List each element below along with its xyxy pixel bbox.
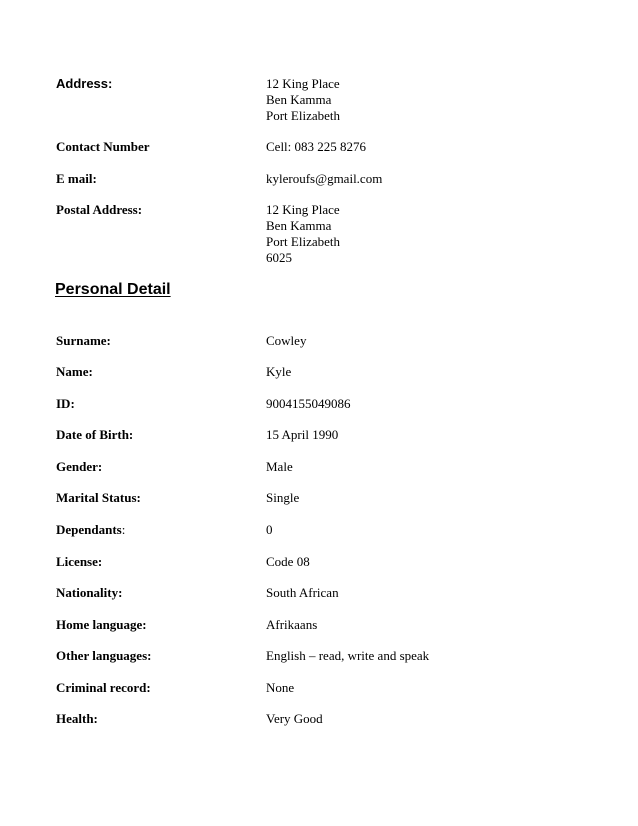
field-label: Name:	[56, 364, 93, 379]
field-value: Code 08	[266, 554, 310, 569]
field-label: Gender:	[56, 459, 103, 474]
postal-address-line: Ben Kamma	[266, 218, 332, 233]
email-value: kyleroufs@gmail.com	[266, 171, 383, 186]
contact-number-label: Contact Number	[56, 139, 150, 154]
field-value: South African	[266, 585, 339, 600]
field-label-text: Dependants	[56, 522, 122, 537]
address-value	[266, 76, 340, 124]
postal-address-label: Postal Address:	[56, 202, 143, 217]
field-label: ID:	[56, 396, 75, 411]
field-label: Health:	[56, 711, 98, 726]
postal-address-line: 6025	[266, 250, 292, 265]
field-label: Other languages:	[56, 648, 152, 663]
field-label	[56, 522, 125, 538]
field-value: 9004155049086	[266, 396, 351, 411]
field-value: Very Good	[266, 711, 323, 726]
email-label: E mail:	[56, 171, 97, 186]
address-line: 12 King Place	[266, 76, 340, 91]
postal-address-line: 12 King Place	[266, 202, 340, 217]
postal-address-value	[266, 202, 340, 266]
field-value: Cowley	[266, 333, 307, 348]
field-label: Date of Birth:	[56, 427, 134, 442]
field-label: Nationality:	[56, 585, 123, 600]
field-label: Criminal record:	[56, 680, 151, 695]
field-label: License:	[56, 554, 103, 569]
address-label: Address:	[56, 76, 113, 91]
field-label: Marital Status:	[56, 490, 141, 505]
field-label: Surname:	[56, 333, 111, 348]
field-value: Single	[266, 490, 300, 505]
field-value: Kyle	[266, 364, 292, 379]
field-value: English – read, write and speak	[266, 648, 430, 663]
field-value: None	[266, 680, 295, 695]
postal-address-line: Port Elizabeth	[266, 234, 341, 249]
field-value: 0	[266, 522, 273, 537]
field-value: Male	[266, 459, 293, 474]
address-line: Ben Kamma	[266, 92, 332, 107]
section-heading-personal-detail: Personal Detail	[55, 281, 171, 298]
field-label: Home language:	[56, 617, 147, 632]
field-value: 15 April 1990	[266, 427, 339, 442]
field-label-colon: :	[121, 522, 126, 537]
contact-number-value: Cell: 083 225 8276	[266, 139, 367, 154]
field-value: Afrikaans	[266, 617, 318, 632]
address-line: Port Elizabeth	[266, 108, 341, 123]
